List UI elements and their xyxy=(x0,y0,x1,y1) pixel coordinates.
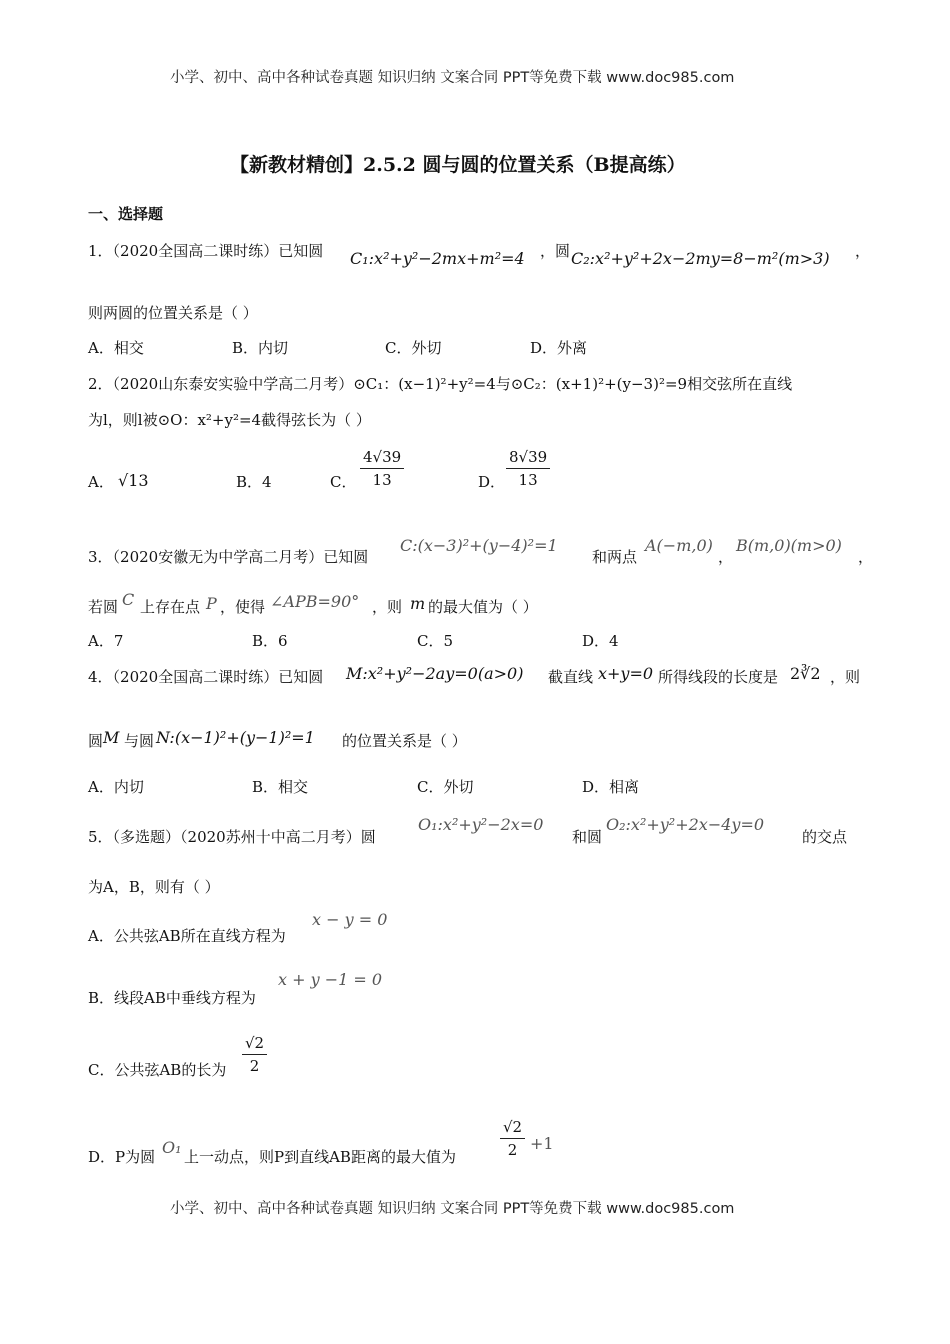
q2-option-c-fraction xyxy=(360,448,404,489)
q1-tail: ， xyxy=(855,242,871,260)
q5-c-den: 2 xyxy=(249,1057,260,1075)
q3-line2c: 上存在点 xyxy=(140,598,201,616)
q2-option-a-label: A． xyxy=(88,473,114,491)
q3-option-b: B．6 xyxy=(252,632,288,650)
q4-mid2: 所得线段的长度是 xyxy=(658,668,779,686)
q5-mid: 和圆 xyxy=(572,828,603,846)
q5-stem: 5．（多选题）（2020苏州十中高二月考）圆 xyxy=(88,828,376,846)
q4-option-b: B．相交 xyxy=(252,778,309,796)
q5-option-d-text1: D．P为圆 xyxy=(88,1148,156,1166)
q4-eq3: 2∛2 xyxy=(790,664,821,683)
q2-c-num: 4√39 xyxy=(360,448,404,469)
q3-option-c: C．5 xyxy=(417,632,454,650)
q3-line2a: 若圆 xyxy=(88,598,119,616)
q2-option-b: B．4 xyxy=(236,473,272,491)
q3-line2i: 的最大值为（ ） xyxy=(428,598,538,616)
q2-c-den: 13 xyxy=(372,471,392,489)
q2-d-num: 8√39 xyxy=(506,448,550,469)
q2-option-d-fraction xyxy=(506,448,550,489)
q5-option-a-text: A．公共弦AB所在直线方程为 xyxy=(88,927,286,945)
q2-option-d-label: D． xyxy=(478,473,506,491)
q4-line2c: 与圆 xyxy=(124,732,155,750)
q3-eq3: B(m,0)(m>0) xyxy=(736,536,842,555)
q4-line2e: 的位置关系是（ ） xyxy=(342,732,467,750)
q2-d-den: 13 xyxy=(518,471,538,489)
q1-eq1: C₁:x²+y²−2mx+m²=4 xyxy=(350,249,525,268)
q5-option-d-plus: +1 xyxy=(530,1134,554,1153)
q5-option-a-eq: x − y = 0 xyxy=(312,910,388,929)
q1-stem: 1．（2020全国高二课时练）已知圆 xyxy=(88,242,324,260)
q3-line2e: ，使得 xyxy=(220,598,266,616)
q5-eq2: O₂:x²+y²+2x−4y=0 xyxy=(606,815,765,834)
q4-stem: 4．（2020全国高二课时练）已知圆 xyxy=(88,668,324,686)
q5-option-b-text: B．线段AB中垂线方程为 xyxy=(88,989,256,1007)
q3-line2d: P xyxy=(206,594,217,613)
q1-line2: 则两圆的位置关系是（ ） xyxy=(88,304,258,322)
q4-option-a: A．内切 xyxy=(88,778,144,796)
q1-option-d: D．外离 xyxy=(530,339,588,357)
q3-option-d: D．4 xyxy=(582,632,619,650)
q3-line2h: m xyxy=(410,594,426,613)
q5-option-c-fraction xyxy=(242,1034,267,1075)
q2-option-c-label: C． xyxy=(330,473,357,491)
q4-option-d: D．相离 xyxy=(582,778,640,796)
q3-line2g: ，则 xyxy=(372,598,403,616)
page-footer: 小学、初中、高中各种试卷真题 知识归纳 文案合同 PPT等免费下载 www.doc985.com xyxy=(170,1201,735,1217)
q5-option-d-text2: 上一动点，则P到直线AB距离的最大值为 xyxy=(184,1148,456,1166)
q4-eq1: M:x²+y²−2ay=0(a>0) xyxy=(346,664,524,683)
q3-eq1: C:(x−3)²+(y−4)²=1 xyxy=(400,536,558,555)
q3-line2b: C xyxy=(122,590,135,609)
q4-line2b: M xyxy=(103,728,120,747)
q3-tail: ， xyxy=(858,548,874,566)
q5-option-c-text: C．公共弦AB的长为 xyxy=(88,1061,227,1079)
q5-tail: 的交点 xyxy=(802,828,848,846)
q4-option-c: C．外切 xyxy=(417,778,474,796)
q3-stem: 3．（2020安徽无为中学高二月考）已知圆 xyxy=(88,548,369,566)
q5-d-den: 2 xyxy=(507,1141,518,1159)
q5-d-num: √2 xyxy=(500,1118,525,1139)
q4-line2d: N:(x−1)²+(y−1)²=1 xyxy=(156,728,315,747)
q2-line1: 2．（2020山东泰安实验中学高二月考）⊙C₁：(x−1)²+y²=4与⊙C₂：(x+1)²+(y−3)²=9相交弦所在直线 xyxy=(88,375,793,393)
q1-mid: ，圆 xyxy=(540,242,571,260)
section-heading: 一、选择题 xyxy=(88,205,164,223)
q5-option-d-eq1: O₁ xyxy=(162,1138,182,1157)
q3-option-a: A．7 xyxy=(88,632,124,650)
q5-line2: 为A，B，则有（ ） xyxy=(88,878,220,896)
q3-sep: ， xyxy=(718,548,734,566)
q1-option-c: C．外切 xyxy=(385,339,442,357)
q1-eq2: C₂:x²+y²+2x−2my=8−m²(m>3) xyxy=(571,249,830,268)
q5-option-b-eq: x + y −1 = 0 xyxy=(278,970,383,989)
q4-mid: 截直线 xyxy=(548,668,594,686)
q1-option-a: A．相交 xyxy=(88,339,144,357)
q3-line2f: ∠APB=90° xyxy=(270,592,360,611)
q5-option-d-fraction xyxy=(500,1118,525,1159)
q4-tail: ，则 xyxy=(830,668,861,686)
q1-option-b: B．内切 xyxy=(232,339,289,357)
q3-eq2: A(−m,0) xyxy=(645,536,713,555)
q5-c-num: √2 xyxy=(242,1034,267,1055)
q4-line2a: 圆 xyxy=(88,732,104,750)
q3-mid: 和两点 xyxy=(592,548,638,566)
q2-option-a-value: √13 xyxy=(118,471,149,490)
q5-eq1: O₁:x²+y²−2x=0 xyxy=(418,815,544,834)
page-title: 【新教材精创】2.5.2 圆与圆的位置关系（B提高练） xyxy=(230,154,686,176)
q2-line2: 为l，则l被⊙O：x²+y²=4截得弦长为（ ） xyxy=(88,411,371,429)
page-header: 小学、初中、高中各种试卷真题 知识归纳 文案合同 PPT等免费下载 www.doc985.com xyxy=(170,70,735,86)
q4-eq2: x+y=0 xyxy=(598,664,654,683)
